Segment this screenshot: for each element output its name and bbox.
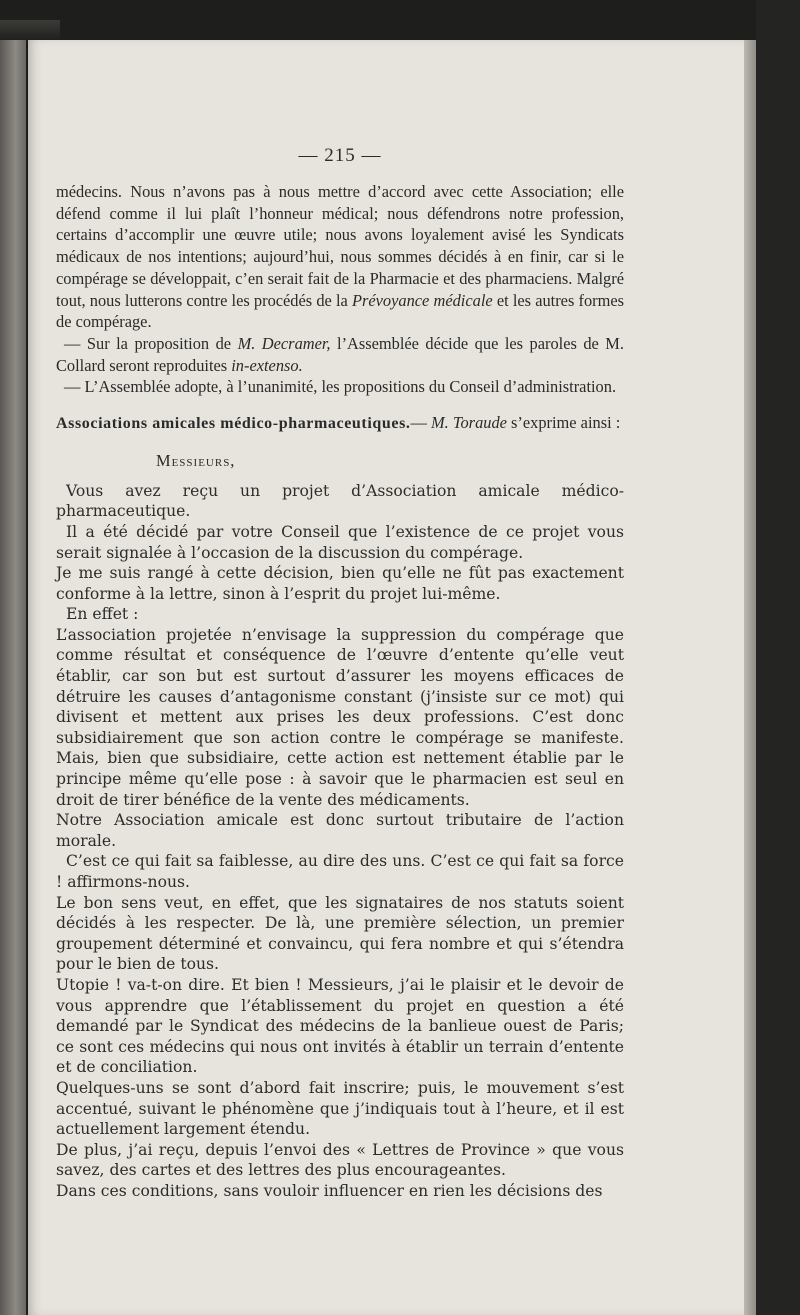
page-number: — 215 — — [298, 145, 382, 166]
paragraph: médecins. Nous n’avons pas à nous mettre d’accord avec cette Association; elle défend comme il lui plaît l’honneur médical; nous défendrons notre profession, certains d’accomplir une œuvre utile; nous avons loyalement avisé les Syndicats médicaux de nos intentions; aujourd’hui, nous sommes décidés à en finir, car si le compérage se développait, c’en serait fait de la Pharmacie et des pharmaciens. Malgré tout, nous lutterons contre les procédés de la Prévoyance médicale et les autres formes de compérage. — [56, 182, 625, 332]
paragraph: L’association projetée n’envisage la suppression du compérage que comme résultat et conséquence de l’œuvre d’entente qu’elle veut établir, car son but est surtout d’assurer les moyens efficaces de détruire les causes d’antagonisme constant (j’insiste sur ce mot) qui divisent et mettent aux prises les deux professions. C’est donc subsidiairement que son action contre le compérage se manifeste. Mais, bien que subsidiaire, cette action est nettement établie par le principe même qu’elle pose : à savoir que le pharmacien est seul en droit de tirer bénéfice de la vente des médicaments. — [56, 625, 624, 809]
section-heading-paragraph: Associations amicales médico-pharmaceutiques.— M. Toraude s’exprime ainsi : — [56, 413, 621, 433]
paragraph: Dans ces conditions, sans vouloir influencer en rien les décisions des — [56, 1181, 603, 1200]
paragraph: C’est ce qui fait sa faiblesse, au dire des uns. C’est ce qui fait sa force ! affirmons-nous. — [56, 852, 624, 892]
salutation: Messieurs, — [156, 450, 236, 470]
section-title: Associations amicales médico-pharmaceutiques. — [56, 415, 411, 433]
paragraph: Le bon sens veut, en effet, que les signataires de nos statuts soient décidés à les respecter. De là, une première sélection, un premier groupement déterminé et convaincu, qui fera nombre et qui s’étendra pour le bien de tous. — [56, 893, 624, 974]
paragraph: Quelques-uns se sont d’abord fait inscrire; puis, le mouvement s’est accentué, suivant le phénomène que j’indiquais tout à l’heure, et il est actuellement largement étendu. — [56, 1078, 624, 1139]
paragraph: — L’Assemblée adopte, à l’unanimité, les propositions du Conseil d’administration. — [64, 377, 617, 397]
paragraph: En effet : — [66, 605, 139, 624]
paragraph: De plus, j’ai reçu, depuis l’envoi des « Lettres de Province » que vous savez, des cartes et des lettres des plus encourageantes. — [56, 1140, 624, 1180]
scan-background — [756, 0, 800, 1315]
paragraph: Vous avez reçu un projet d’Association amicale médico-pharmaceutique. — [56, 481, 624, 521]
paragraph: — Sur la proposition de M. Decramer, l’Assemblée décide que les paroles de M. Collard seront reproduites in-extenso. — [56, 333, 624, 375]
page-content — [56, 145, 624, 1202]
paragraph: Utopie ! va-t-on dire. Et bien ! Messieurs, j’ai le plaisir et le devoir de vous apprendre que l’établissement du projet en question a été demandé par le Syndicat des médecins de la banlieue ouest de Paris; ce sont ces médecins qui nous ont invités à établir un terrain d’entente et de conciliation. — [56, 975, 624, 1077]
minutes-text — [56, 181, 624, 398]
paragraph: Je me suis rangé à cette décision, bien qu’elle ne fût pas exactement conforme à la lettre, sinon à l’esprit du projet lui-même. — [56, 564, 624, 603]
speech-text — [56, 481, 624, 1202]
paragraph: Il a été décidé par votre Conseil que l’existence de ce projet vous serait signalée à l’occasion de la discussion du compérage. — [56, 522, 624, 562]
paragraph: Notre Association amicale est donc surtout tributaire de l’action morale. — [56, 811, 624, 850]
speaker-name: M. Toraude — [431, 413, 507, 433]
page-edge-stack — [744, 40, 756, 1315]
facing-page-edge — [0, 40, 26, 1315]
